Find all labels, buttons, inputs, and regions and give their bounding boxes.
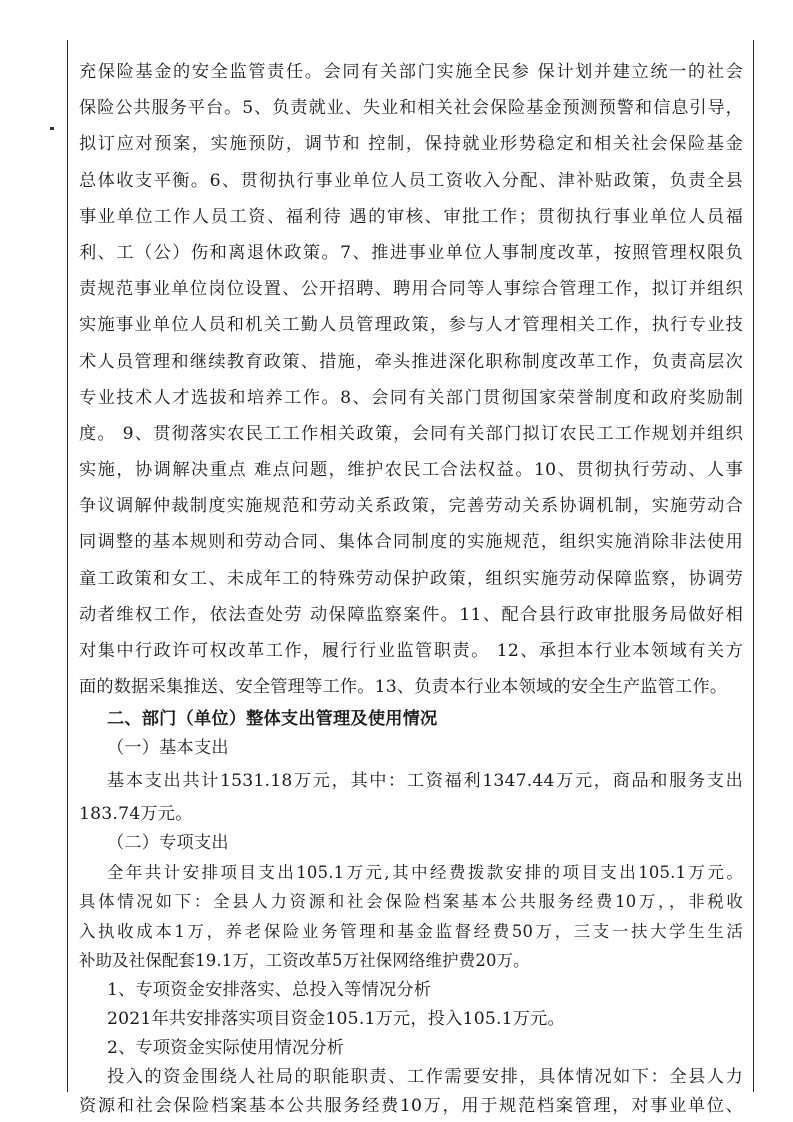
text-line: 183.74万元。 [79, 803, 193, 824]
usage-paragraph [79, 1063, 743, 1121]
item-title-usage: 2、专项资金实际使用情况分析 [107, 1037, 345, 1058]
text-line: 事业单位工作人员工资、福利待 遇的审核、审批工作；贯彻执行事业单位人员福 [79, 206, 743, 227]
text-line: 争议调解仲裁制度实施规范和劳动关系政策，完善劳动关系协调机制，实施劳动合 [79, 496, 743, 517]
text-line: 童工政策和女工、未成年工的特殊劳动保护政策，组织实施劳动保障监察，协调劳 [79, 568, 743, 589]
text-line: 补助及社保配套19.1万，工资改革5万社保网络维护费20万。 [79, 951, 530, 971]
text-line: 总体收支平衡。6、贯彻执行事业单位人员工资收入分配、津补贴政策，负责全县 [79, 170, 743, 191]
item-text-allocation: 2021年共安排落实项目资金105.1万元，投入105.1万元。 [107, 1008, 565, 1029]
text-line: 实施，协调解决重点 难点问题，维护农民工合法权益。10、贯彻执行劳动、人事 [79, 460, 743, 481]
text-line: 全年共计安排项目支出105.1万元,其中经费拨款安排的项目支出105.1万元。 [107, 862, 743, 882]
text-line: 利、工（公）伤和离退休政策。7、推进事业单位人事制度改革，按照管理权限负 [79, 242, 743, 263]
subsection-title-basic: （一）基本支出 [107, 738, 229, 759]
section-heading: 二、部门（单位）整体支出管理及使用情况 [107, 709, 438, 730]
text-line: 保险公共服务平台。5、负责就业、失业和相关社会保险基金预测预警和信息引导， [79, 98, 743, 119]
scan-mark [50, 127, 54, 130]
text-line: 对集中行政许可权改革工作，履行行业监管职责。 12、承担本行业本领域有关方 [79, 641, 743, 661]
text-line: 专业技术人才选拔和培养工作。8、会同有关部门贯彻国家荣誉制度和政府奖励制 [79, 387, 743, 408]
text-line: 责规范事业单位岗位设置、公开招聘、聘用合同等人事综合管理工作，拟订并组织 [79, 279, 743, 300]
text-line: 基本支出共计1531.18万元，其中：工资福利1347.44万元，商品和服务支出 [107, 771, 743, 792]
text-line: 拟订应对预案，实施预防，调节和 控制，保持就业形势稳定和相关社会保险基金 [79, 134, 743, 155]
text-line: 面的数据采集推送、安全管理等工作。13、负责本行业本领域的安全生产监管工作。 [79, 677, 728, 698]
basic-expenditure-paragraph [79, 763, 743, 828]
duty-paragraph [79, 54, 743, 705]
item-title-allocation: 1、专项资金安排落实、总投入等情况分析 [107, 979, 432, 1000]
text-line: 投入的资金围绕人社局的职能职责、工作需要安排，具体情况如下：全县人力 [107, 1066, 743, 1087]
text-line: 动者维权工作，依法查处劳 动保障监察案件。11、配合县行政审批服务局做好相 [79, 604, 743, 625]
text-line: 同调整的基本规则和劳动合同、集体合同制度的实施规范，组织实施消除非法使用 [79, 532, 743, 553]
text-line: 术人员管理和继续教育政策、措施，牵头推进深化职称制度改革工作，负责高层次 [79, 351, 743, 372]
text-line: 入执收成本1万，养老保险业务管理和基金监督经费50万，三支一扶大学生生活 [79, 921, 743, 941]
text-line: 充保险基金的安全监管责任。会同有关部门实施全民参 保计划并建立统一的社会 [79, 62, 743, 82]
special-expenditure-paragraph [79, 858, 743, 976]
subsection-title-special: （二）专项支出 [107, 832, 229, 853]
text-line: 资源和社会保险档案基本公共服务经费10万，用于规范档案管理，对事业单位、 [79, 1095, 743, 1116]
text-line: 具体情况如下：全县人力资源和社会保险档案基本公共服务经费10万，，非税收 [79, 892, 743, 912]
text-line: 实施事业单位人员和机关工勤人员管理政策，参与人才管理相关工作，执行专业技 [79, 315, 743, 336]
text-line: 度。 9、贯彻落实农民工工作相关政策，会同有关部门拟订农民工工作规划并组织 [79, 423, 743, 444]
document-body [79, 54, 743, 1121]
